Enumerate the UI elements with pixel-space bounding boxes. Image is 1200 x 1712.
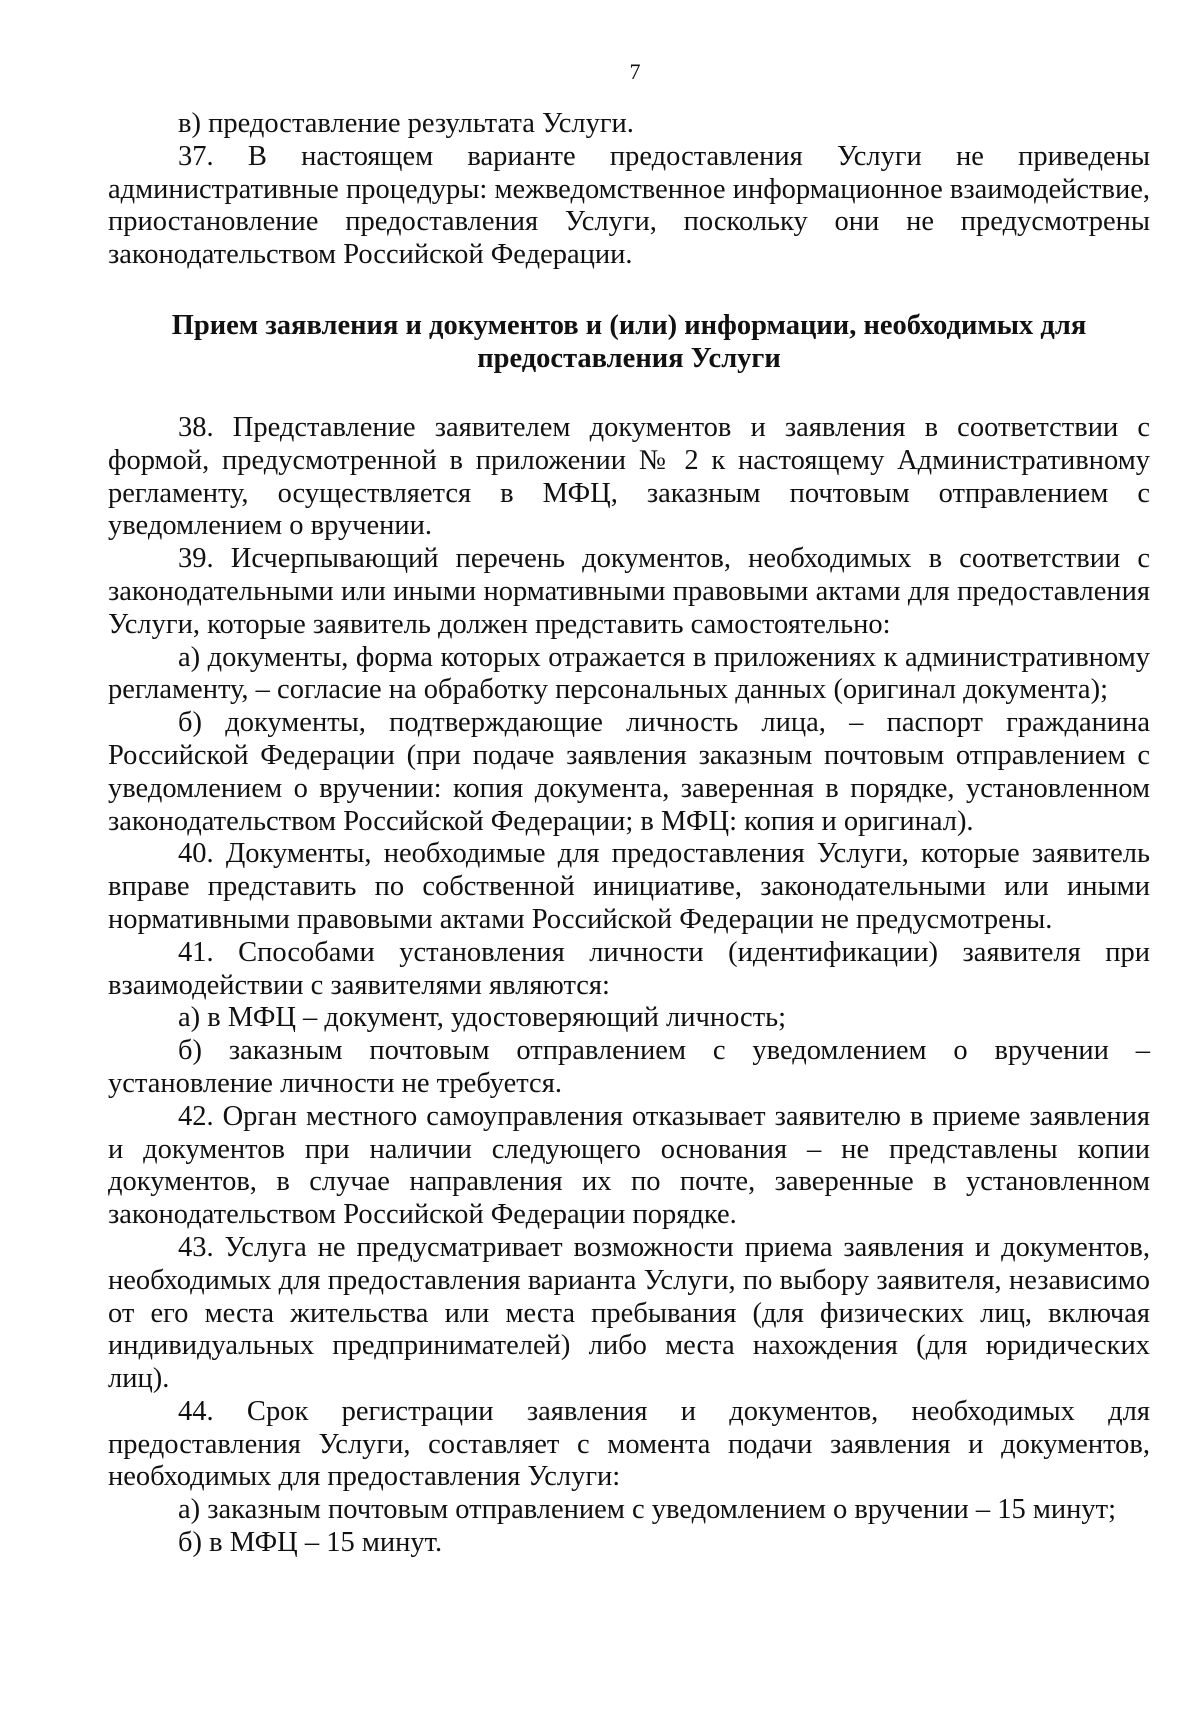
paragraph-38: 38. Представление заявителем документов и заявления в соответствии с формой, предусмотренной в приложении № 2 к настоящему Административному регламенту, осуществляется в МФЦ, заказным почтовым отправлением с уведомлением о вручении. [108,411,1150,542]
paragraph-42: 42. Орган местного самоуправления отказывает заявителю в приеме заявления и документов при наличии следующего основания – не представлены копии документов, в случае направления их по почте, заверенные в установленном законодательством Российской Федерации порядке. [108,1100,1150,1231]
document-page [108,58,1150,1560]
paragraph-40: 40. Документы, необходимые для предоставления Услуги, которые заявитель вправе представить по собственной инициативе, законодательными или иными нормативными правовыми актами Российской Федерации не предусмотрены. [108,838,1150,935]
paragraph-result-item: в) предоставление результата Услуги. [178,108,634,139]
page-number: 7 [629,59,641,84]
paragraph-43: 43. Услуга не предусматривает возможности приема заявления и документов, необходимых для предоставления варианта Услуги, по выбору заявителя, независимо от его места жительства или места пребывания (для физических лиц, включая индивидуальных предпринимателей) либо места нахождения (для юридических лиц). [108,1231,1150,1395]
paragraph-41: 41. Способами установления личности (идентификации) заявителя при взаимодействии с заявителями являются: [108,936,1150,1001]
paragraph-44-b: б) в МФЦ – 15 минут. [178,1527,443,1559]
paragraph-41-b: б) заказным почтовым отправлением с уведомлением о вручении – установление личности не требуется. [108,1035,1150,1099]
paragraph-44-a: а) заказным почтовым отправлением с уведомлением о вручении – 15 минут; [178,1494,1116,1526]
paragraph-39: 39. Исчерпывающий перечень документов, необходимых в соответствии с законодательными или иными нормативными правовыми актами для предоставления Услуги, которые заявитель должен представить самостоятельно: [108,543,1150,640]
section-heading: Прием заявления и документов и (или) информации, необходимых для предоставления Услуги [171,309,1087,374]
paragraph-44: 44. Срок регистрации заявления и документов, необходимых для предоставления Услуги, составляет с момента подачи заявления и документов, необходимых для предоставления Услуги: [108,1395,1150,1493]
paragraph-41-a: а) в МФЦ – документ, удостоверяющий личность; [178,1002,787,1034]
paragraph-37: 37. В настоящем варианте предоставления Услуги не приведены административные процедуры: межведомственное информационное взаимодействие, приостановление предоставления Услуги, поскольку они не предусмотрены законодательством Российской Федерации. [108,140,1150,271]
paragraph-39-a: а) документы, форма которых отражается в приложениях к административному регламенту, – согласие на обработку персональных данных (оригинал документа); [108,641,1150,706]
paragraph-39-b: б) документы, подтверждающие личность лица, – паспорт гражданина Российской Федерации (при подаче заявления заказным почтовым отправлением с уведомлением о вручении: копия документа, заверенная в порядке, установленном законодательством Российской Федерации; в МФЦ: копия и оригинал). [108,707,1150,837]
